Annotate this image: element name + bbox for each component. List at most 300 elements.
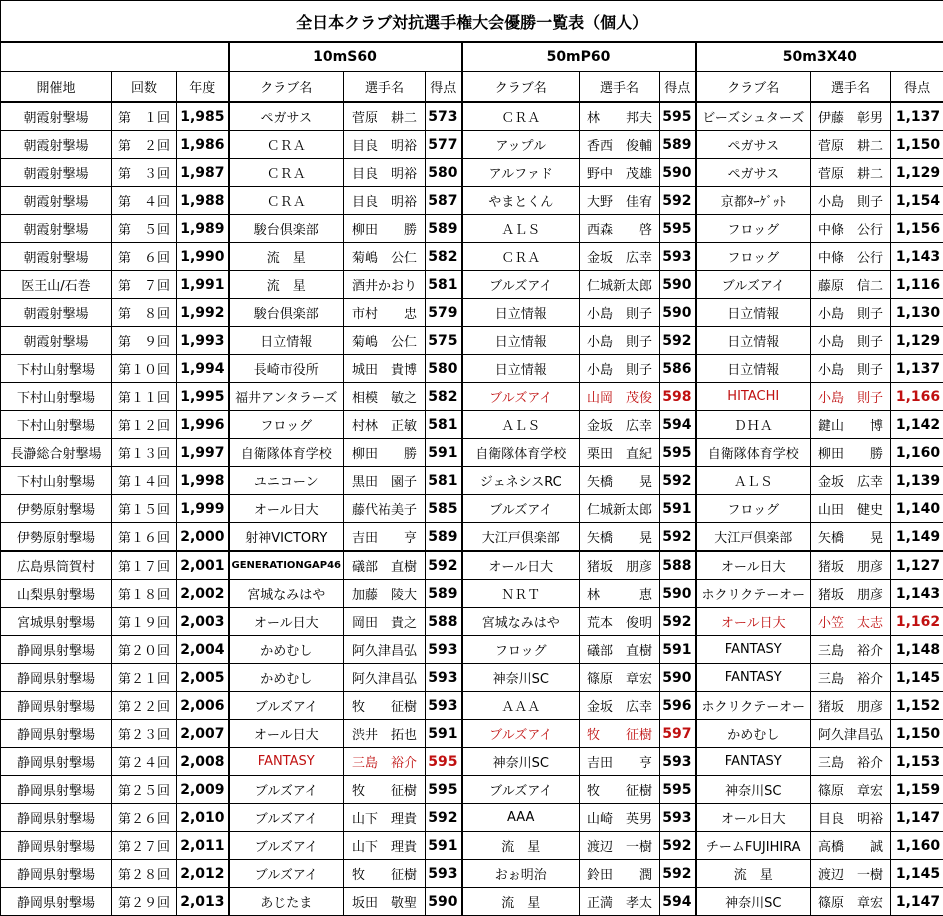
club-cell: オール日大 [696, 551, 811, 580]
club-cell: 日立情報 [462, 327, 580, 355]
score-cell: 577 [426, 131, 462, 159]
year-cell: 1,985 [177, 102, 229, 131]
table-row [1, 159, 943, 187]
club-cell: HITACHI [696, 383, 811, 411]
club-cell: ＣＲＡ [229, 131, 344, 159]
player-cell: 吉田 亨 [580, 748, 660, 776]
player-cell: 阿久津昌弘 [344, 664, 426, 692]
score-cell: 593 [426, 664, 462, 692]
table-row [1, 636, 943, 664]
year-cell: 1,999 [177, 495, 229, 523]
score-cell: 1,162 [891, 608, 943, 636]
round-cell: 第２０回 [112, 636, 177, 664]
venue-cell: 朝霞射撃場 [1, 102, 112, 131]
score-cell: 598 [660, 383, 696, 411]
table-body [1, 102, 943, 916]
score-cell: 1,116 [891, 271, 943, 299]
score-cell: 582 [426, 383, 462, 411]
venue-cell: 下村山射撃場 [1, 355, 112, 383]
year-cell: 1,990 [177, 243, 229, 271]
club-cell: フロッグ [229, 411, 344, 439]
player-cell: 高橋 誠 [811, 832, 891, 860]
score-cell: 1,142 [891, 411, 943, 439]
score-cell: 589 [426, 215, 462, 243]
club-cell: ブルズアイ [229, 832, 344, 860]
score-cell: 592 [660, 608, 696, 636]
club-cell: アップル [462, 131, 580, 159]
year-cell: 1,989 [177, 215, 229, 243]
venue-cell: 静岡県射撃場 [1, 776, 112, 804]
venue-cell: 下村山射撃場 [1, 411, 112, 439]
header-player: 選手名 [344, 72, 426, 103]
player-cell: 村林 正敏 [344, 411, 426, 439]
table-row [1, 467, 943, 495]
club-cell: ＣＲＡ [229, 187, 344, 215]
player-cell: 市村 忠 [344, 299, 426, 327]
score-cell: 1,166 [891, 383, 943, 411]
score-cell: 1,137 [891, 102, 943, 131]
venue-cell: 伊勢原射撃場 [1, 495, 112, 523]
header-round: 回数 [112, 72, 177, 103]
score-cell: 594 [660, 888, 696, 916]
table-row [1, 102, 943, 131]
club-cell: オール日大 [229, 608, 344, 636]
score-cell: 1,159 [891, 776, 943, 804]
score-cell: 1,149 [891, 523, 943, 552]
year-cell: 1,998 [177, 467, 229, 495]
venue-cell: 静岡県射撃場 [1, 692, 112, 720]
round-cell: 第１２回 [112, 411, 177, 439]
club-cell: FANTASY [229, 748, 344, 776]
table-row [1, 748, 943, 776]
header-player: 選手名 [811, 72, 891, 103]
venue-cell: 宮城県射撃場 [1, 608, 112, 636]
player-cell: 柳田 勝 [811, 439, 891, 467]
table-row [1, 439, 943, 467]
score-cell: 596 [660, 692, 696, 720]
score-cell: 592 [426, 551, 462, 580]
player-cell: 加藤 陵大 [344, 580, 426, 608]
player-cell: 山田 健史 [811, 495, 891, 523]
year-cell: 2,008 [177, 748, 229, 776]
score-cell: 590 [660, 299, 696, 327]
header-club: クラブ名 [229, 72, 344, 103]
player-cell: 猪坂 朋彦 [811, 551, 891, 580]
player-cell: 牧 征樹 [344, 776, 426, 804]
player-cell: 菅原 耕二 [344, 102, 426, 131]
score-cell: 589 [426, 523, 462, 552]
club-cell: GENERATIONGAP46 [229, 551, 344, 580]
score-cell: 591 [426, 439, 462, 467]
score-cell: 593 [426, 636, 462, 664]
round-cell: 第２６回 [112, 804, 177, 832]
round-cell: 第２３回 [112, 720, 177, 748]
player-cell: 酒井かおり [344, 271, 426, 299]
player-cell: 荒本 俊明 [580, 608, 660, 636]
club-cell: ブルズアイ [229, 860, 344, 888]
score-cell: 1,160 [891, 832, 943, 860]
score-cell: 1,129 [891, 327, 943, 355]
club-cell: ＡＬＳ [462, 411, 580, 439]
player-cell: 吉田 亨 [344, 523, 426, 552]
score-cell: 579 [426, 299, 462, 327]
player-cell: 小島 則子 [580, 355, 660, 383]
player-cell: 大野 佳宥 [580, 187, 660, 215]
player-cell: 阿久津昌弘 [811, 720, 891, 748]
club-cell: 日立情報 [696, 327, 811, 355]
score-cell: 591 [660, 495, 696, 523]
score-cell: 592 [660, 327, 696, 355]
club-cell: 射神VICTORY [229, 523, 344, 552]
player-cell: 正満 孝太 [580, 888, 660, 916]
club-cell: 神奈川SC [696, 776, 811, 804]
year-cell: 2,012 [177, 860, 229, 888]
year-cell: 2,011 [177, 832, 229, 860]
club-cell: ペガサス [696, 131, 811, 159]
player-cell: 猪坂 朋彦 [811, 692, 891, 720]
year-cell: 1,997 [177, 439, 229, 467]
round-cell: 第１０回 [112, 355, 177, 383]
player-cell: 伊藤 彰男 [811, 102, 891, 131]
score-cell: 591 [426, 832, 462, 860]
round-cell: 第２８回 [112, 860, 177, 888]
year-cell: 1,987 [177, 159, 229, 187]
venue-cell: 朝霞射撃場 [1, 327, 112, 355]
club-cell: ユニコーン [229, 467, 344, 495]
year-cell: 2,000 [177, 523, 229, 552]
club-cell: かめむし [229, 664, 344, 692]
club-cell: ブルズアイ [229, 804, 344, 832]
player-cell: 牧 征樹 [580, 720, 660, 748]
player-cell: 礒部 直樹 [580, 636, 660, 664]
score-cell: 589 [426, 580, 462, 608]
club-cell: フロッグ [696, 243, 811, 271]
player-cell: 猪坂 朋彦 [580, 551, 660, 580]
group-blank [1, 42, 229, 72]
score-cell: 1,143 [891, 580, 943, 608]
venue-cell: 朝霞射撃場 [1, 187, 112, 215]
player-cell: 目良 明裕 [811, 804, 891, 832]
table-row [1, 327, 943, 355]
table-row [1, 692, 943, 720]
round-cell: 第１９回 [112, 608, 177, 636]
score-cell: 582 [426, 243, 462, 271]
club-cell: ホクリクテーオー [696, 580, 811, 608]
club-cell: 自衛隊体育学校 [462, 439, 580, 467]
score-cell: 1,150 [891, 131, 943, 159]
player-cell: 山下 理貴 [344, 804, 426, 832]
venue-cell: 朝霞射撃場 [1, 215, 112, 243]
round-cell: 第 ５回 [112, 215, 177, 243]
year-cell: 2,006 [177, 692, 229, 720]
player-cell: 牧 征樹 [580, 776, 660, 804]
score-cell: 594 [660, 411, 696, 439]
player-cell: 三島 裕介 [811, 664, 891, 692]
table-row [1, 720, 943, 748]
score-cell: 595 [660, 215, 696, 243]
player-cell: 柳田 勝 [344, 439, 426, 467]
player-cell: 香西 俊輔 [580, 131, 660, 159]
player-cell: 菅原 耕二 [811, 131, 891, 159]
table-row [1, 271, 943, 299]
score-cell: 591 [660, 636, 696, 664]
score-cell: 1,143 [891, 243, 943, 271]
round-cell: 第 ８回 [112, 299, 177, 327]
year-cell: 2,010 [177, 804, 229, 832]
table-row [1, 187, 943, 215]
venue-cell: 静岡県射撃場 [1, 636, 112, 664]
player-cell: 中條 公行 [811, 243, 891, 271]
score-cell: 581 [426, 271, 462, 299]
player-cell: 藤代祐美子 [344, 495, 426, 523]
player-cell: 金坂 広幸 [580, 411, 660, 439]
player-cell: 牧 征樹 [344, 860, 426, 888]
score-cell: 1,140 [891, 495, 943, 523]
player-cell: 小島 則子 [811, 383, 891, 411]
club-cell: フロッグ [696, 215, 811, 243]
score-cell: 590 [660, 271, 696, 299]
venue-cell: 静岡県射撃場 [1, 832, 112, 860]
club-cell: 宮城なみはや [229, 580, 344, 608]
score-cell: 590 [426, 888, 462, 916]
year-cell: 2,002 [177, 580, 229, 608]
table-row [1, 608, 943, 636]
club-cell: 日立情報 [696, 355, 811, 383]
club-cell: ブルズアイ [462, 720, 580, 748]
year-cell: 1,993 [177, 327, 229, 355]
player-cell: 岡田 貴之 [344, 608, 426, 636]
header-player: 選手名 [580, 72, 660, 103]
round-cell: 第 ４回 [112, 187, 177, 215]
player-cell: 三島 裕介 [811, 636, 891, 664]
round-cell: 第 ６回 [112, 243, 177, 271]
table-row [1, 804, 943, 832]
player-cell: 矢橋 晃 [811, 523, 891, 552]
club-cell: オール日大 [229, 495, 344, 523]
club-cell: ブルズアイ [229, 776, 344, 804]
player-cell: 菊嶋 公仁 [344, 243, 426, 271]
table-row [1, 411, 943, 439]
table-row [1, 580, 943, 608]
year-cell: 2,005 [177, 664, 229, 692]
club-cell: ＮＲＴ [462, 580, 580, 608]
player-cell: 金坂 広幸 [580, 243, 660, 271]
player-cell: 菊嶋 公仁 [344, 327, 426, 355]
player-cell: 黒田 園子 [344, 467, 426, 495]
player-cell: 西森 啓 [580, 215, 660, 243]
club-cell: おぉ明治 [462, 860, 580, 888]
player-cell: 渡辺 一樹 [811, 860, 891, 888]
venue-cell: 静岡県射撃場 [1, 888, 112, 916]
player-cell: 小島 則子 [580, 327, 660, 355]
club-cell: 神奈川SC [462, 748, 580, 776]
score-cell: 1,147 [891, 804, 943, 832]
score-cell: 593 [660, 748, 696, 776]
venue-cell: 伊勢原射撃場 [1, 523, 112, 552]
group-10ms60: 10mS60 [229, 42, 462, 72]
score-cell: 589 [660, 131, 696, 159]
table-row [1, 355, 943, 383]
page-title: 全日本クラブ対抗選手権大会優勝一覧表（個人） [1, 1, 943, 43]
round-cell: 第１３回 [112, 439, 177, 467]
round-cell: 第１６回 [112, 523, 177, 552]
table-row [1, 243, 943, 271]
venue-cell: 下村山射撃場 [1, 383, 112, 411]
club-cell: 日立情報 [462, 299, 580, 327]
round-cell: 第 ７回 [112, 271, 177, 299]
round-cell: 第１８回 [112, 580, 177, 608]
club-cell: ブルズアイ [462, 495, 580, 523]
score-cell: 592 [660, 523, 696, 552]
player-cell: 林 邦夫 [580, 102, 660, 131]
score-cell: 1,145 [891, 860, 943, 888]
header-score: 得点 [426, 72, 462, 103]
header-score: 得点 [660, 72, 696, 103]
club-cell: 福井アンタラーズ [229, 383, 344, 411]
club-cell: オール日大 [229, 720, 344, 748]
table-row [1, 215, 943, 243]
score-cell: 586 [660, 355, 696, 383]
player-cell: 阿久津昌弘 [344, 636, 426, 664]
club-cell: かめむし [696, 720, 811, 748]
round-cell: 第１４回 [112, 467, 177, 495]
table-row [1, 523, 943, 552]
player-cell: 篠原 章宏 [811, 776, 891, 804]
venue-cell: 朝霞射撃場 [1, 243, 112, 271]
club-cell: ＣＲＡ [462, 102, 580, 131]
player-cell: 林 恵 [580, 580, 660, 608]
club-cell: 長崎市役所 [229, 355, 344, 383]
player-cell: 山崎 英男 [580, 804, 660, 832]
table-row [1, 383, 943, 411]
table-row [1, 299, 943, 327]
table-row [1, 551, 943, 580]
player-cell: 小島 則子 [811, 299, 891, 327]
round-cell: 第１７回 [112, 551, 177, 580]
header-score: 得点 [891, 72, 943, 103]
club-cell: ブルズアイ [229, 692, 344, 720]
score-cell: 1,156 [891, 215, 943, 243]
table-row [1, 495, 943, 523]
table-row [1, 664, 943, 692]
player-cell: 猪坂 朋彦 [811, 580, 891, 608]
player-cell: 小島 則子 [811, 187, 891, 215]
club-cell: ＡＬＳ [462, 215, 580, 243]
player-cell: 篠原 章宏 [811, 888, 891, 916]
venue-cell: 広島県筒賀村 [1, 551, 112, 580]
player-cell: 相模 敏之 [344, 383, 426, 411]
table-row [1, 832, 943, 860]
player-cell: 藤原 信二 [811, 271, 891, 299]
club-cell: 神奈川SC [696, 888, 811, 916]
year-cell: 1,988 [177, 187, 229, 215]
score-cell: 1,150 [891, 720, 943, 748]
score-cell: 595 [426, 748, 462, 776]
score-cell: 592 [660, 187, 696, 215]
player-cell: 鍵山 博 [811, 411, 891, 439]
player-cell: 渋井 拓也 [344, 720, 426, 748]
venue-cell: 静岡県射撃場 [1, 664, 112, 692]
player-cell: 小島 則子 [811, 327, 891, 355]
table-row [1, 776, 943, 804]
club-cell: オール日大 [462, 551, 580, 580]
venue-cell: 朝霞射撃場 [1, 299, 112, 327]
club-cell: やまとくん [462, 187, 580, 215]
venue-cell: 長瀞総合射撃場 [1, 439, 112, 467]
round-cell: 第２１回 [112, 664, 177, 692]
score-cell: 595 [660, 102, 696, 131]
score-cell: 592 [660, 832, 696, 860]
table-row [1, 860, 943, 888]
club-cell: FANTASY [696, 664, 811, 692]
year-cell: 2,003 [177, 608, 229, 636]
club-cell: ペガサス [696, 159, 811, 187]
club-cell: チームFUJIHIRA [696, 832, 811, 860]
club-cell: ＣＲＡ [462, 243, 580, 271]
player-cell: 三島 裕介 [811, 748, 891, 776]
club-cell: 駿台倶楽部 [229, 299, 344, 327]
club-cell: 大江戸倶楽部 [696, 523, 811, 552]
header-club: クラブ名 [696, 72, 811, 103]
club-cell: 神奈川SC [462, 664, 580, 692]
player-cell: 矢橋 晃 [580, 523, 660, 552]
club-cell: ブルズアイ [462, 383, 580, 411]
player-cell: 目良 明裕 [344, 159, 426, 187]
venue-cell: 下村山射撃場 [1, 467, 112, 495]
club-cell: 自衛隊体育学校 [696, 439, 811, 467]
score-cell: 593 [660, 804, 696, 832]
score-cell: 588 [426, 608, 462, 636]
club-cell: FANTASY [696, 748, 811, 776]
score-cell: 588 [660, 551, 696, 580]
player-cell: 渡辺 一樹 [580, 832, 660, 860]
player-cell: 仁城新太郎 [580, 271, 660, 299]
club-cell: 京都ﾀｰｹﾞｯﾄ [696, 187, 811, 215]
club-cell: オール日大 [696, 608, 811, 636]
club-cell: 駿台倶楽部 [229, 215, 344, 243]
venue-cell: 朝霞射撃場 [1, 131, 112, 159]
year-cell: 2,001 [177, 551, 229, 580]
player-cell: 牧 征樹 [344, 692, 426, 720]
score-cell: 1,139 [891, 467, 943, 495]
player-cell: 野中 茂雄 [580, 159, 660, 187]
year-cell: 2,004 [177, 636, 229, 664]
year-cell: 1,992 [177, 299, 229, 327]
player-cell: 鈴田 潤 [580, 860, 660, 888]
score-cell: 580 [426, 355, 462, 383]
club-cell: 日立情報 [229, 327, 344, 355]
score-cell: 593 [660, 243, 696, 271]
round-cell: 第 ２回 [112, 131, 177, 159]
player-cell: 菅原 耕二 [811, 159, 891, 187]
score-cell: 592 [660, 467, 696, 495]
score-cell: 1,145 [891, 664, 943, 692]
score-cell: 1,152 [891, 692, 943, 720]
score-cell: 1,127 [891, 551, 943, 580]
club-cell: ＤＨＡ [696, 411, 811, 439]
player-cell: 篠原 章宏 [580, 664, 660, 692]
club-cell: 日立情報 [696, 299, 811, 327]
club-cell: 流 星 [462, 832, 580, 860]
score-cell: 573 [426, 102, 462, 131]
club-cell: フロッグ [696, 495, 811, 523]
round-cell: 第２２回 [112, 692, 177, 720]
club-cell: ＣＲＡ [229, 159, 344, 187]
club-cell: 流 星 [229, 271, 344, 299]
club-cell: FANTASY [696, 636, 811, 664]
player-cell: 矢橋 晃 [580, 467, 660, 495]
header-year: 年度 [177, 72, 229, 103]
